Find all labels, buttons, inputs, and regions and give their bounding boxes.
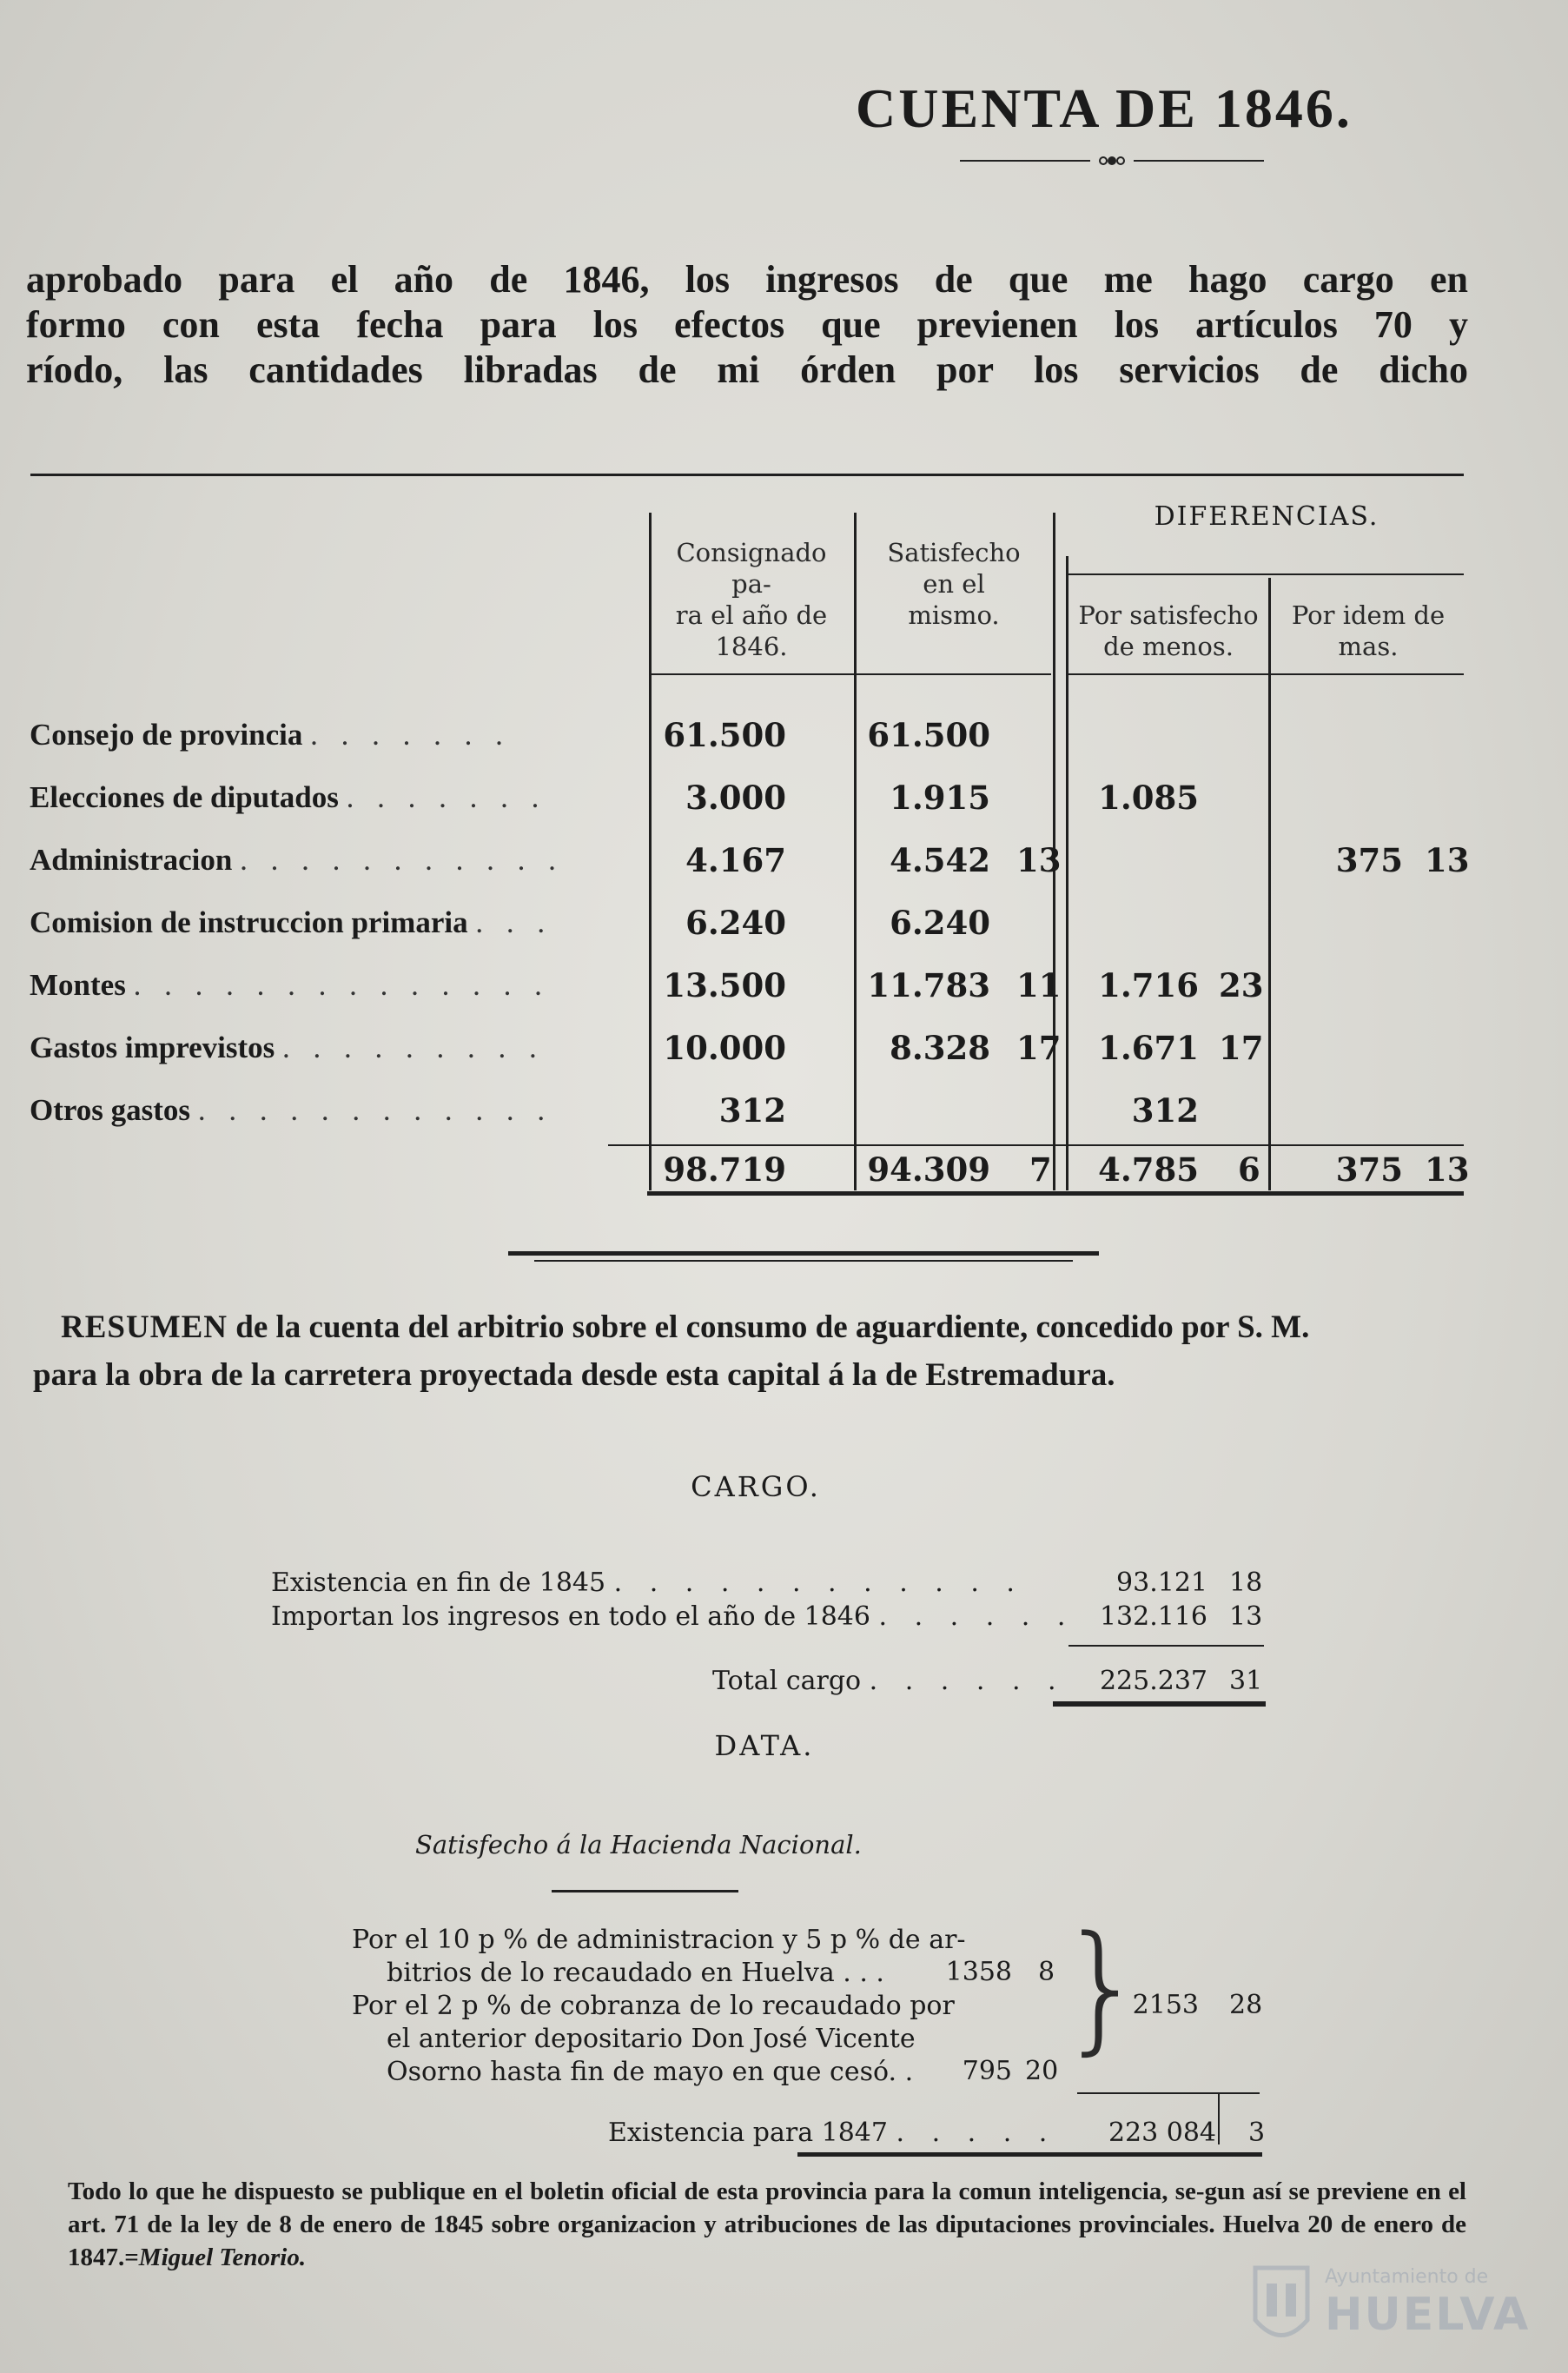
cargo-cents: 13 xyxy=(1229,1601,1263,1632)
data-sub-rule xyxy=(552,1890,738,1892)
data-amount-cents: 20 xyxy=(1025,2056,1059,2086)
data-line: Por el 2 p % de cobranza de lo recaudado por xyxy=(352,1991,955,2021)
cargo-sum-rule xyxy=(1068,1645,1264,1647)
existencia-cents: 3 xyxy=(1248,2118,1266,2148)
cell-satisfecho-cents: 13 xyxy=(1016,841,1062,879)
scanned-page: CUENTA DE 1846. aprobado para el año de 1846, los ingresos de que me hago cargo en formo con esta fecha para los efectos que previenen los artículos 70 y ríodo, las cantidades libradas de mi órden por los servicios de dicho Consignado pa- ra el año de 1846. Satisfecho en el mismo. DIFERENCIAS. Por satisfecho de menos. Por idem de mas. Consejo de provincia . . . . . . . 61.500 61.500 Elecciones de diputados . . . . . . . 3.000 1.915 1.085 Administracion . . . . . . . . . . . 4.167 4.542 13 375 13 Comision de instruccion primaria . . . 6.240 6.240 Montes . . . . . . . . . . . . . . 13.500 11.783 11 1.716 23 Gastos imprevistos . . . . . . . . . 10.000 8.328 17 1.671 17 Otros gastos . . . . . . . . . . . . 312 312 98.719 94.309 7 4.785 6 375 13 RESUMEN de la cuenta del arbitrio sobre el consumo de aguardiente, concedido por S. M. para la obra de la carretera proyectada desde esta capital á la de Estremadura. CARGO. Existencia en fin de 1845 . . . . . . . . . . . . 93.121 18 Importan los ingresos en todo el año de 1846 . . . . . . 132.116 13 Total cargo . . . . . . 225.237 31 DATA. Satisfecho á la Hacienda Nacional. Por el 10 p % de administracion y 5 p % de ar- bitrios de lo recaudado en Huelva . . . Por el 2 p % de cobranza de lo recaudado por el anterior depositario Don José Vicente Osorno hasta fin de mayo en que cesó. . 1358 8 795 20 } 2153 28 Existencia para 1847 . . . . . 223 084 3 Todo lo que he dispuesto se publique en el boletin oficial de esta provincia para la comun inteligencia, se-gun así se previene en el art. 71 de la ley de 8 de enero de 1845 sobre organizacion y atribuciones de las diputaciones provinciales. Huelva 20 de enero de 1847.=Miguel Tenorio. Ayuntamiento de HUELVA xyxy=(0,0,1568,2373)
cell-satisfecho: 61.500 xyxy=(867,716,990,754)
cargo-total-line: Total cargo . . . . . . xyxy=(712,1666,1066,1696)
data-sum-rule xyxy=(1077,2092,1260,2094)
header-rule xyxy=(1068,673,1464,675)
diferencias-rule xyxy=(1068,573,1464,575)
total-consignado: 98.719 xyxy=(663,1150,786,1189)
row-label: Elecciones de diputados xyxy=(30,780,339,814)
row-label: Otros gastos xyxy=(30,1093,191,1127)
cell-consignado: 4.167 xyxy=(685,841,786,879)
intro-line: ríodo, las cantidades libradas de mi órden por los servicios de dicho xyxy=(26,348,1468,391)
cargo-line: Importan los ingresos en todo el año de 1846 . . . . . . xyxy=(271,1601,1075,1632)
header-consignado: Consignado pa- ra el año de 1846. xyxy=(675,538,828,661)
cell-mas: 375 xyxy=(1335,841,1403,879)
totals-rule xyxy=(608,1144,1464,1146)
cell-consignado: 3.000 xyxy=(685,779,786,817)
header-por-idem: Por idem de mas. xyxy=(1291,600,1446,661)
header-por-satisfecho: Por satisfecho de menos. xyxy=(1078,600,1259,661)
total-mas: 375 xyxy=(1335,1150,1403,1189)
row-label: Montes xyxy=(30,968,126,1002)
column-rule xyxy=(1268,578,1271,1190)
intro-paragraph xyxy=(26,257,1468,393)
cell-satisfecho-cents: 11 xyxy=(1016,966,1062,1004)
resumen-paragraph: RESUMEN de la cuenta del arbitrio sobre el consumo de aguardiente, concedido por S. M. para la obra de la carretera proyectada desde esta capital á la de Estremadura. xyxy=(33,1309,1310,1393)
page-title: CUENTA DE 1846. xyxy=(856,77,1353,139)
data-line: Por el 10 p % de administracion y 5 p % de ar- xyxy=(352,1925,966,1955)
cell-satisfecho: 8.328 xyxy=(890,1029,990,1067)
footer-paragraph: Todo lo que he dispuesto se publique en el boletin oficial de esta provincia para la comun inteligencia, se-gun así se previene en el art. 71 de la ley de 8 de enero de 1845 sobre organizacion y atribuciones de las diputaciones provinciales. Huelva 20 de enero de 1847.=Miguel Tenorio. xyxy=(68,2177,1466,2271)
cargo-value: 132.116 xyxy=(1099,1601,1207,1632)
header-satisfecho: Satisfecho en el mismo. xyxy=(887,538,1021,630)
row-label: Administracion xyxy=(30,843,233,877)
data-line: el anterior depositario Don José Vicente xyxy=(387,2024,916,2054)
table-bottom-rule xyxy=(647,1191,1464,1196)
intro-line: formo con esta fecha para los efectos que previenen los artículos 70 y xyxy=(26,303,1468,346)
cargo-total-cents: 31 xyxy=(1229,1666,1263,1696)
title-ornament xyxy=(960,155,1264,167)
cell-consignado: 10.000 xyxy=(663,1029,786,1067)
intro-line: aprobado para el año de 1846, los ingresos de que me hago cargo en xyxy=(26,258,1468,301)
data-amount: 795 xyxy=(962,2056,1012,2086)
total-mas-cents: 13 xyxy=(1425,1150,1470,1189)
existencia-line: Existencia para 1847 . . . . . xyxy=(608,2118,1057,2148)
signature: Miguel Tenorio. xyxy=(138,2244,307,2271)
row-label: Comision de instruccion primaria xyxy=(30,905,468,939)
cargo-line: Existencia en fin de 1845 . . . . . . . . . . . . xyxy=(271,1568,1024,1598)
cell-menos: 312 xyxy=(1131,1091,1199,1130)
total-satisfecho-cents: 7 xyxy=(1029,1150,1052,1189)
cargo-total-value: 225.237 xyxy=(1099,1666,1207,1696)
row-label: Consejo de provincia xyxy=(30,718,303,752)
header-diferencias: DIFERENCIAS. xyxy=(1154,501,1379,532)
existencia-value: 223 084 xyxy=(1108,2118,1216,2148)
data-amount: 1358 xyxy=(945,1957,1012,1987)
total-menos: 4.785 xyxy=(1098,1150,1199,1189)
total-satisfecho: 94.309 xyxy=(867,1150,990,1189)
cell-menos-cents: 17 xyxy=(1219,1029,1264,1067)
data-line: Osorno hasta fin de mayo en que cesó. . xyxy=(387,2057,914,2087)
cargo-cents: 18 xyxy=(1229,1568,1263,1598)
cell-menos-cents: 23 xyxy=(1219,966,1264,1004)
table-top-rule xyxy=(30,474,1464,476)
cell-consignado: 13.500 xyxy=(663,966,786,1004)
data-line: bitrios de lo recaudado en Huelva . . . xyxy=(387,1958,884,1988)
data-subtotal-cents: 28 xyxy=(1229,1990,1263,2020)
cell-menos: 1.085 xyxy=(1098,779,1199,817)
crest-icon xyxy=(1251,2259,1312,2355)
cell-satisfecho: 11.783 xyxy=(867,966,990,1004)
cell-consignado: 312 xyxy=(718,1091,786,1130)
section-divider xyxy=(508,1251,1099,1256)
cell-menos: 1.716 xyxy=(1098,966,1199,1004)
cell-satisfecho: 6.240 xyxy=(890,904,990,942)
brace-symbol: } xyxy=(1058,1906,1147,2068)
cell-consignado: 61.500 xyxy=(663,716,786,754)
row-label: Gastos imprevistos xyxy=(30,1031,275,1064)
cell-consignado: 6.240 xyxy=(685,904,786,942)
archive-stamp: Ayuntamiento de HUELVA xyxy=(1251,2259,1512,2363)
column-rule xyxy=(854,513,857,1190)
cell-satisfecho-cents: 17 xyxy=(1016,1029,1062,1067)
data-heading: DATA. xyxy=(714,1729,815,1762)
cell-menos: 1.671 xyxy=(1098,1029,1199,1067)
data-amount-cents: 8 xyxy=(1038,1957,1055,1987)
cell-satisfecho: 4.542 xyxy=(890,841,990,879)
total-menos-cents: 6 xyxy=(1238,1150,1260,1189)
existencia-rule xyxy=(797,2152,1262,2157)
cargo-heading: CARGO. xyxy=(691,1470,821,1503)
cargo-value: 93.121 xyxy=(1116,1568,1207,1598)
data-sum-rule xyxy=(1218,2092,1220,2144)
cell-mas-cents: 13 xyxy=(1425,841,1470,879)
column-rule xyxy=(649,513,652,1190)
cell-satisfecho: 1.915 xyxy=(890,779,990,817)
data-subheading: Satisfecho á la Hacienda Nacional. xyxy=(415,1830,862,1859)
column-rule xyxy=(1066,556,1068,1190)
resumen-lead: RESUMEN xyxy=(61,1309,228,1345)
section-divider xyxy=(534,1260,1073,1262)
data-subtotal: 2153 xyxy=(1132,1990,1199,2020)
header-rule xyxy=(652,673,1051,675)
cargo-total-rule xyxy=(1053,1701,1266,1707)
